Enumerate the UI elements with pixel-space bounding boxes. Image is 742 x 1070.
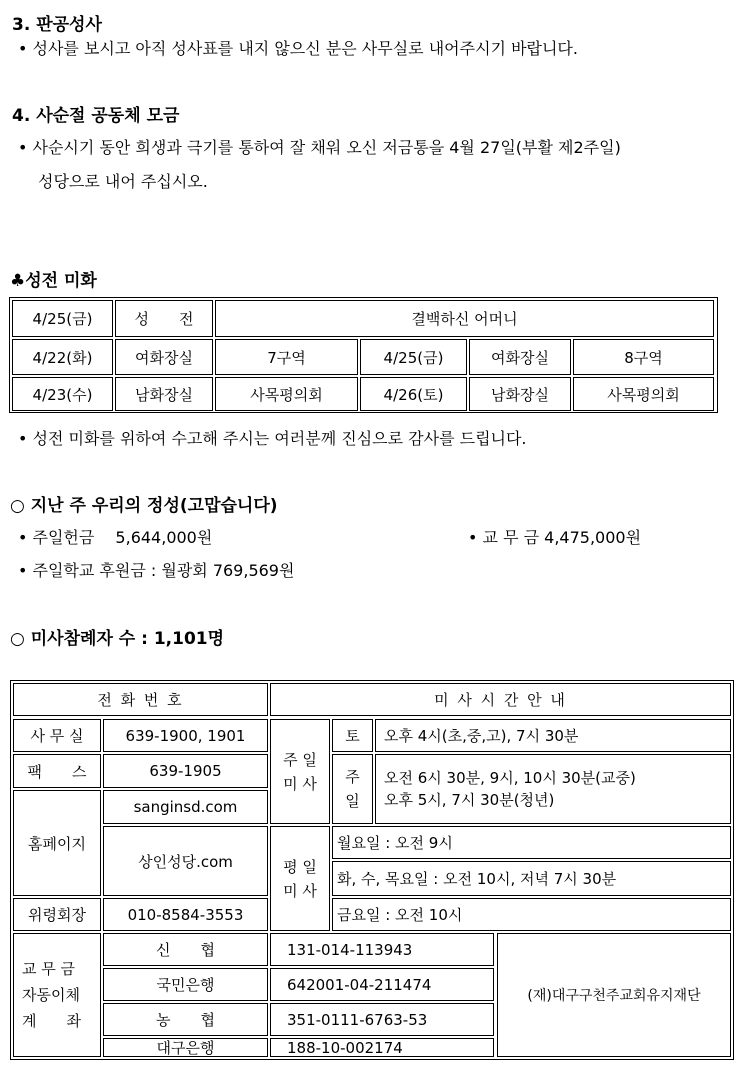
sunday-times bbox=[375, 754, 731, 824]
memorial-phone: 010-8584-3553 bbox=[103, 898, 268, 931]
bank-name: 신 협 bbox=[103, 933, 268, 966]
offering-school: • 주일학교 후원금 : 월광회 769,569원 bbox=[18, 561, 295, 580]
flower-cell: 여화장실 bbox=[469, 339, 571, 375]
office-label: 사 무 실 bbox=[13, 719, 101, 752]
flower-cell: 사목평의회 bbox=[573, 377, 714, 411]
bank-account: 188-10-002174 bbox=[270, 1038, 494, 1057]
flower-cell: 사목평의회 bbox=[215, 377, 358, 411]
section-4-text: • 사순시기 동안 희생과 극기를 통하여 잘 채워 오신 저금통을 4월 27일(부활 제2주일) bbox=[18, 138, 621, 157]
saturday-times: 오후 4시(초,중,고), 7시 30분 bbox=[375, 719, 731, 752]
monday-times: 월요일 : 오전 9시 bbox=[332, 826, 731, 859]
sunday-mass-label-1: 주 일 bbox=[283, 750, 317, 769]
homepage-label: 홈페이지 bbox=[13, 790, 101, 896]
offering-title: ○ 지난 주 우리의 정성(고맙습니다) bbox=[10, 496, 278, 516]
sunday-label-2: 일 bbox=[345, 792, 360, 810]
bank-name: 국민은행 bbox=[103, 968, 268, 1001]
sunday-times-2: 오후 5시, 7시 30분(청년) bbox=[384, 791, 555, 809]
bank-name: 대구은행 bbox=[103, 1038, 268, 1057]
sunday-label-1: 주 bbox=[345, 768, 360, 786]
tue-thu-times: 화, 수, 목요일 : 오전 10시, 저녁 7시 30분 bbox=[332, 861, 731, 896]
flower-cell: 남화장실 bbox=[469, 377, 571, 411]
flower-cell: 8구역 bbox=[573, 339, 714, 375]
section-4-text-cont: 성당으로 내어 주십시오. bbox=[38, 172, 208, 191]
flower-cell: 결백하신 어머니 bbox=[215, 300, 714, 337]
flower-cell: 4/25(금) bbox=[360, 339, 467, 375]
dues-label-1: 교 무 금 bbox=[22, 960, 76, 978]
dues-label-2: 자동이체 bbox=[22, 986, 80, 1004]
flower-cell: 7구역 bbox=[215, 339, 358, 375]
account-holder: (재)대구구천주교회유지재단 bbox=[497, 933, 731, 1057]
section-3-title: 3. 판공성사 bbox=[12, 15, 102, 35]
flower-title: ♣성전 미화 bbox=[10, 271, 97, 291]
flower-cell: 4/26(토) bbox=[360, 377, 467, 411]
flower-cell: 여화장실 bbox=[115, 339, 213, 375]
flower-cell: 4/23(수) bbox=[12, 377, 113, 411]
flower-cell: 4/25(금) bbox=[12, 300, 113, 337]
mass-header: 미 사 시 간 안 내 bbox=[270, 683, 731, 716]
bank-account: 131-014-113943 bbox=[270, 933, 494, 966]
sunday-mass-label bbox=[270, 719, 330, 824]
bank-account: 642001-04-211474 bbox=[270, 968, 494, 1001]
flower-note: • 성전 미화를 위하여 수고해 주시는 여러분께 진심으로 감사를 드립니다. bbox=[18, 429, 527, 448]
fax-label: 팩 스 bbox=[13, 754, 101, 788]
homepage-url[interactable]: sanginsd.com bbox=[103, 790, 268, 824]
sunday-label bbox=[332, 754, 373, 824]
weekday-mass-label-2: 미 사 bbox=[283, 881, 317, 900]
dues-label-3: 계 좌 bbox=[22, 1012, 81, 1030]
flower-cell: 성 전 bbox=[115, 300, 213, 337]
bank-account: 351-0111-6763-53 bbox=[270, 1003, 494, 1036]
section-4-title: 4. 사순절 공동체 모금 bbox=[12, 106, 180, 126]
sunday-times-1: 오전 6시 30분, 9시, 10시 30분(교중) bbox=[384, 769, 636, 787]
flower-cell: 남화장실 bbox=[115, 377, 213, 411]
sunday-mass-label-2: 미 사 bbox=[283, 774, 317, 793]
friday-times: 금요일 : 오전 10시 bbox=[332, 898, 731, 931]
homepage-url-korean[interactable]: 상인성당.com bbox=[103, 826, 268, 896]
offering-sunday: • 주일헌금 5,644,000원 bbox=[18, 528, 213, 547]
fax-number: 639-1905 bbox=[103, 754, 268, 788]
flower-cell: 4/22(화) bbox=[12, 339, 113, 375]
section-3-text: • 성사를 보시고 아직 성사표를 내지 않으신 분은 사무실로 내어주시기 바랍니다. bbox=[18, 39, 578, 58]
offering-dues: • 교 무 금 4,475,000원 bbox=[468, 528, 642, 547]
memorial-label: 위령회장 bbox=[13, 898, 101, 931]
office-phone: 639-1900, 1901 bbox=[103, 719, 268, 752]
dues-transfer-label bbox=[13, 933, 101, 1057]
saturday-label: 토 bbox=[332, 719, 373, 752]
attendance-title: ○ 미사참례자 수 : 1,101명 bbox=[10, 629, 225, 649]
weekday-mass-label-1: 평 일 bbox=[283, 857, 317, 876]
weekday-mass-label bbox=[270, 826, 330, 931]
phone-header: 전 화 번 호 bbox=[13, 683, 268, 716]
bank-name: 농 협 bbox=[103, 1003, 268, 1036]
